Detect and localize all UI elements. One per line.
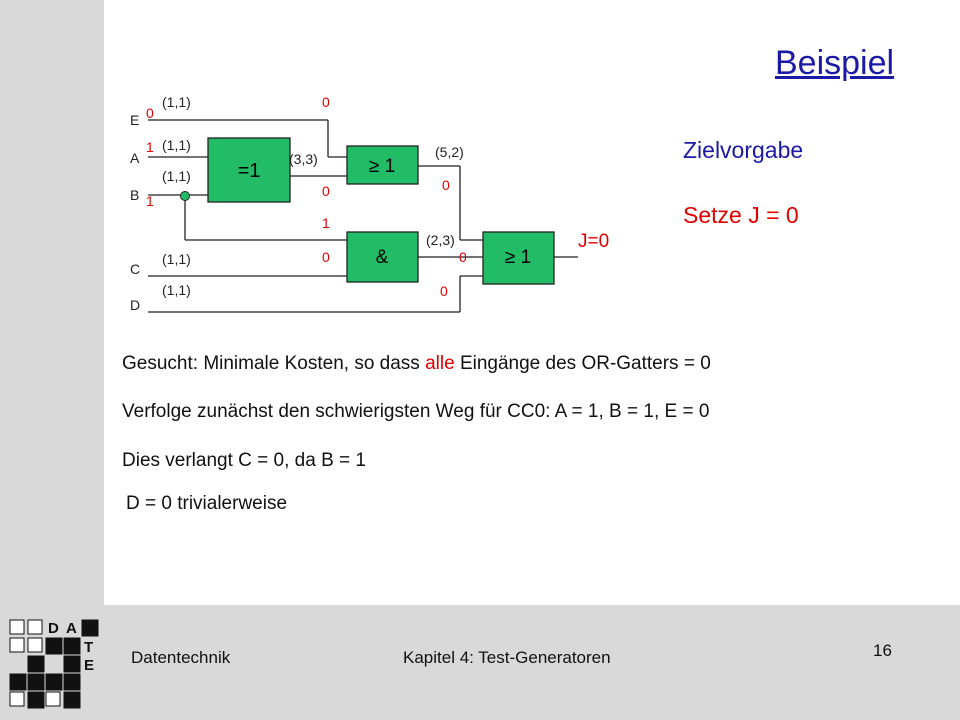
or-gate-2-label: ≥ 1 xyxy=(504,247,532,268)
text-line-3: Dies verlangt C = 0, da B = 1 xyxy=(122,450,366,471)
cost-label-c: (1,1) xyxy=(162,251,191,267)
logo-letter-a: A xyxy=(66,620,77,637)
cost-label-e: (1,1) xyxy=(162,94,191,110)
logo-letter-e: E xyxy=(84,657,95,674)
value-and-top: 1 xyxy=(322,215,330,231)
value-a: 1 xyxy=(146,139,154,155)
text-line-1-highlight: alle xyxy=(425,353,455,374)
value-or1-top: 0 xyxy=(322,94,330,110)
value-and-bottom: 0 xyxy=(322,249,330,265)
text-line-1-before: Gesucht: Minimale Kosten, so dass xyxy=(122,353,426,374)
text-line-1-after: Eingänge des OR-Gatters = 0 xyxy=(454,353,711,374)
and-gate-label: & xyxy=(375,247,389,268)
value-or2-bottom: 0 xyxy=(440,283,448,299)
value-or2-mid: 0 xyxy=(459,249,467,265)
value-or2-top: 0 xyxy=(442,177,450,193)
text-line-4: D = 0 trivialerweise xyxy=(126,493,288,514)
input-label-a: A xyxy=(130,150,140,166)
slide-title: Beispiel xyxy=(775,44,895,82)
logo-letter-t: T xyxy=(84,639,94,656)
cost-label-and-out: (2,3) xyxy=(426,232,455,248)
footer-center-text: Kapitel 4: Test-Generatoren xyxy=(403,648,611,667)
or-gate-1-label: ≥ 1 xyxy=(368,156,396,177)
page-number: 16 xyxy=(873,641,892,660)
footer-left-text: Datentechnik xyxy=(131,648,231,667)
cost-label-or1-out: (5,2) xyxy=(435,144,464,160)
output-label: J=0 xyxy=(578,231,610,252)
value-b: 1 xyxy=(146,193,154,209)
goal-action: Setze J = 0 xyxy=(683,202,799,228)
text-line-2: Verfolge zunächst den schwierigsten Weg für CC0: A = 1, B = 1, E = 0 xyxy=(122,401,710,422)
input-label-b: B xyxy=(130,187,140,203)
cost-label-a: (1,1) xyxy=(162,137,191,153)
goal-heading: Zielvorgabe xyxy=(683,137,804,163)
cost-label-d: (1,1) xyxy=(162,282,191,298)
cost-label-xor-out: (3,3) xyxy=(289,151,318,167)
value-e: 0 xyxy=(146,105,154,121)
input-label-e: E xyxy=(130,112,140,128)
cost-label-b: (1,1) xyxy=(162,168,191,184)
input-label-c: C xyxy=(130,261,141,277)
value-or1-bottom: 0 xyxy=(322,183,330,199)
xor-gate-label: =1 xyxy=(237,160,261,182)
logo-letter-d: D xyxy=(48,620,59,637)
input-label-d: D xyxy=(130,297,141,313)
